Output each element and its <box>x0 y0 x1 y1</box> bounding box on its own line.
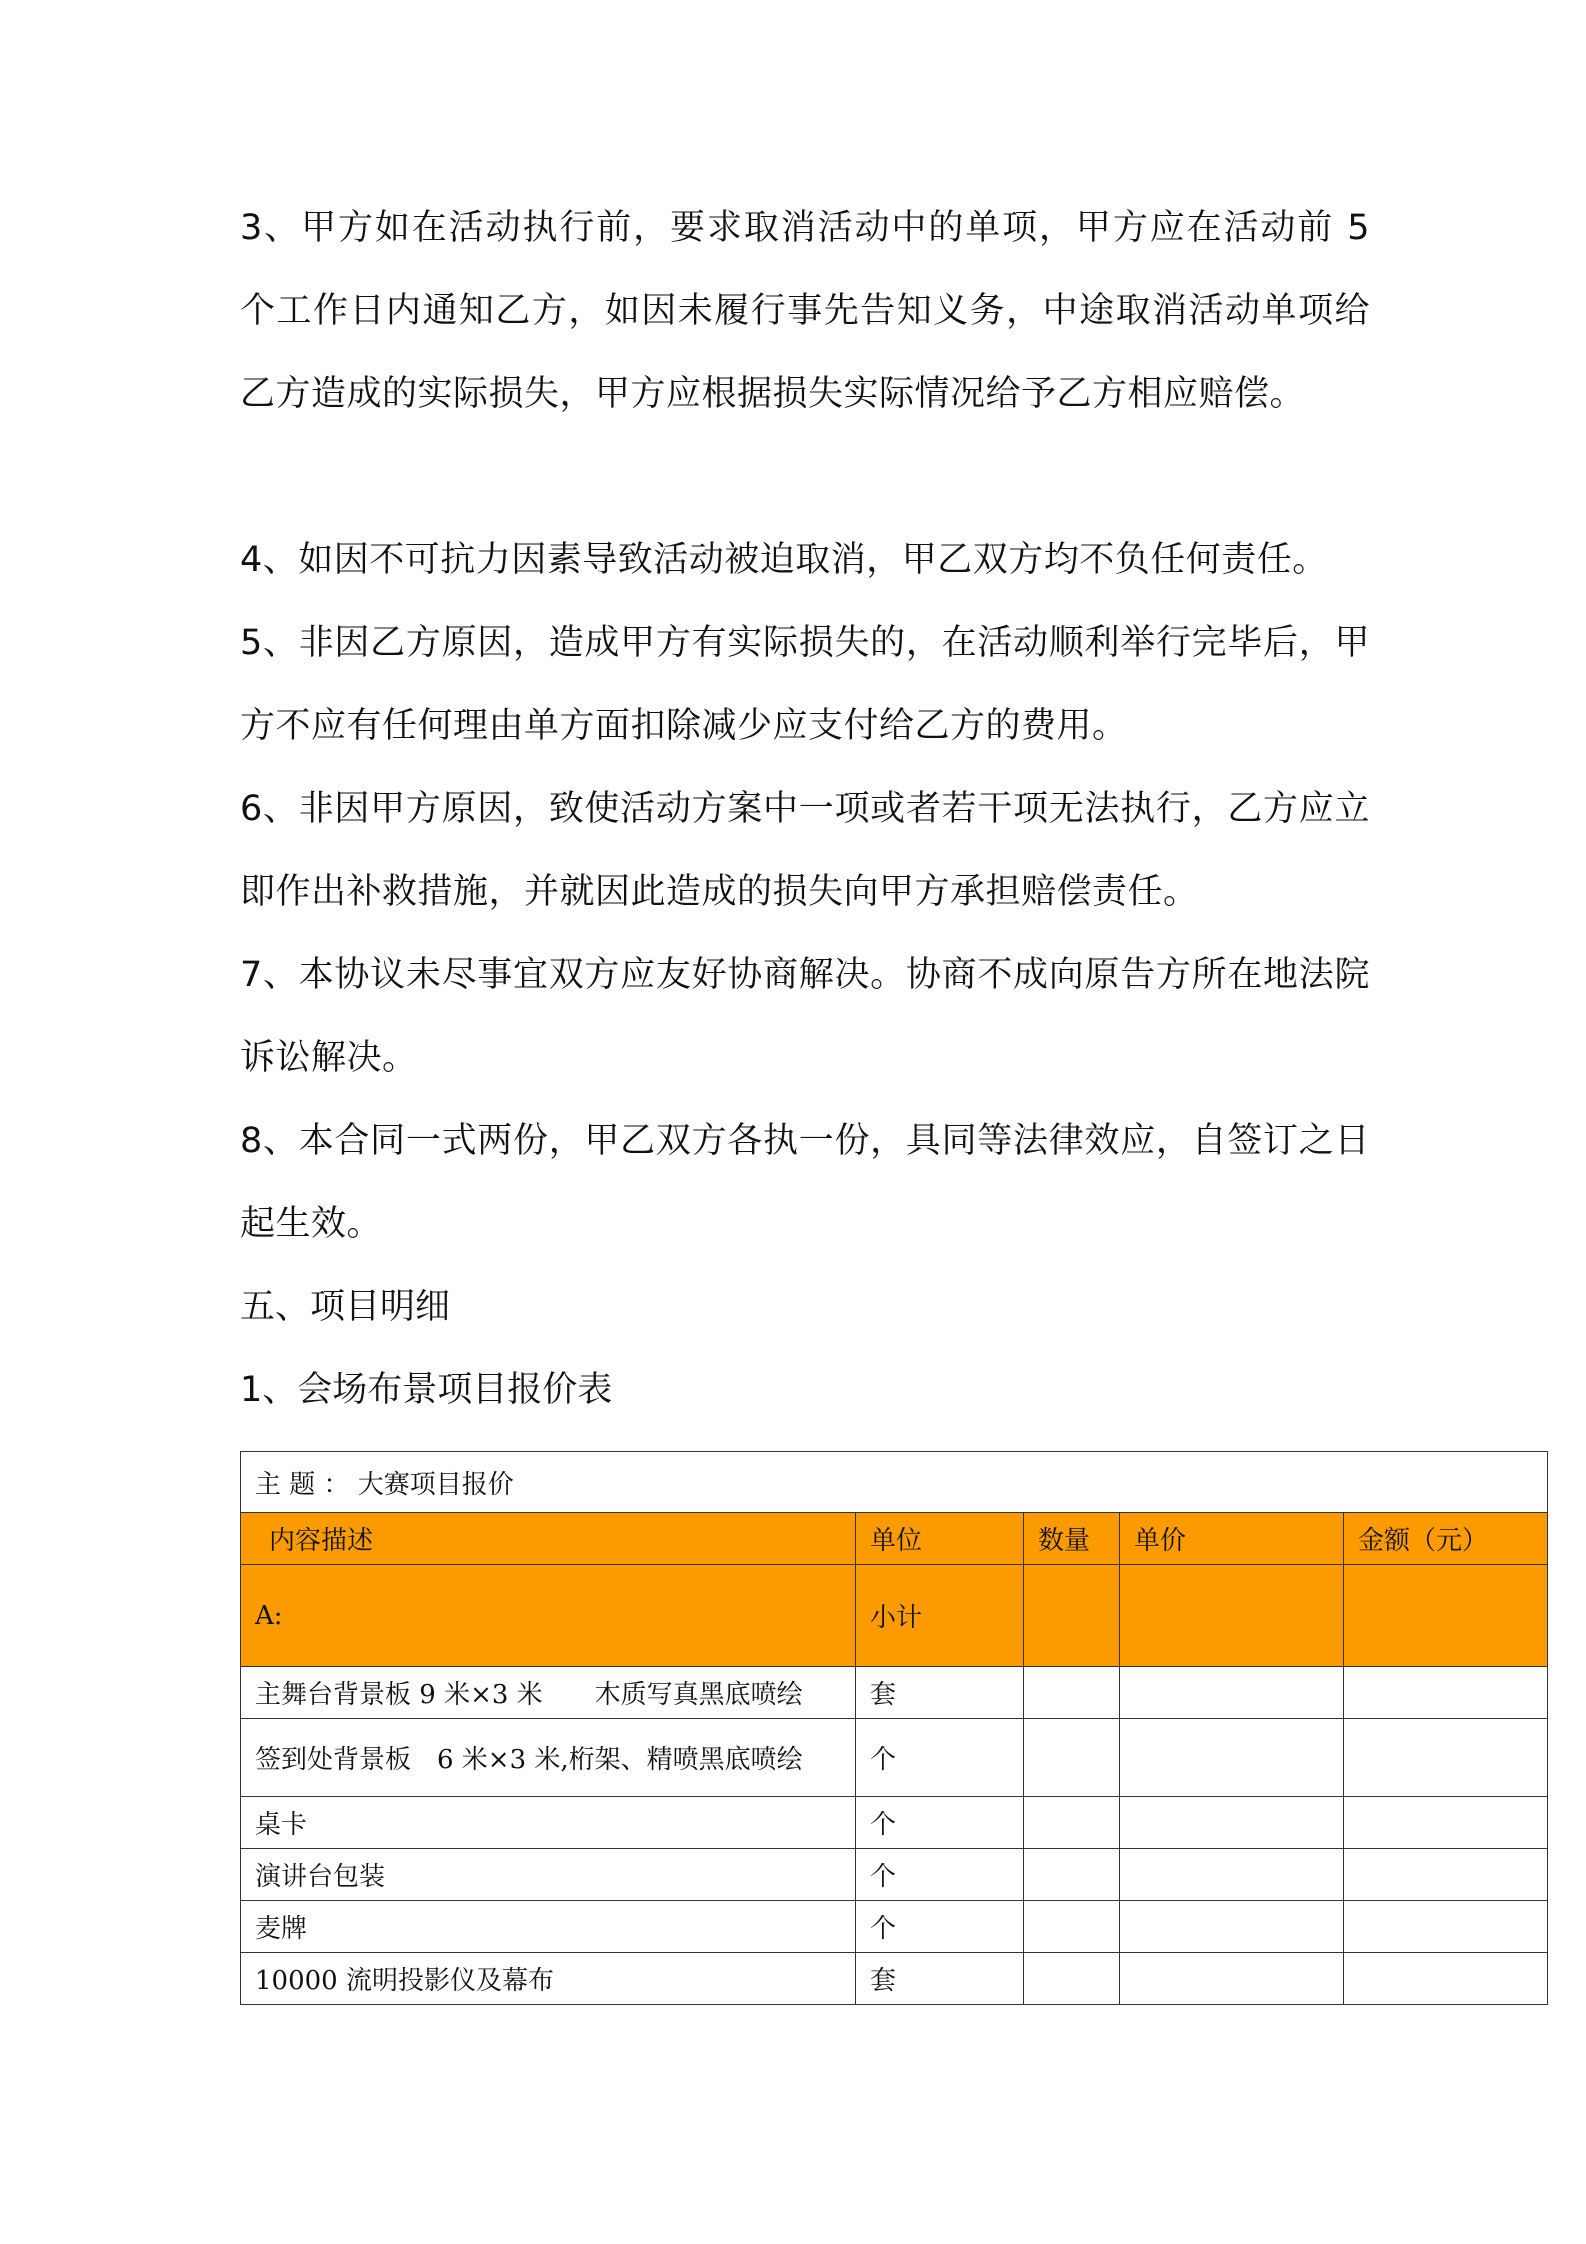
row-amount <box>1344 1667 1548 1719</box>
table-row <box>241 1953 1548 2005</box>
row-unit: 个 <box>856 1797 1024 1849</box>
clause-6: 6、非因甲方原因，致使活动方案中一项或者若干项无法执行，乙方应立即作出补救措施，并就因此造成的损失向甲方承担赔偿责任。 <box>240 789 1370 912</box>
row-unit: 个 <box>856 1901 1024 1953</box>
clause-8: 8、本合同一式两份，甲乙双方各执一份，具同等法律效应，自签订之日起生效。 <box>240 1121 1370 1244</box>
row-unit-price <box>1120 1719 1344 1797</box>
row-description: 麦牌 <box>241 1901 856 1953</box>
row-description: 主舞台背景板 9 米×3 米 木质写真黑底喷绘 <box>241 1667 856 1719</box>
row-quantity <box>1024 1849 1120 1901</box>
table-row <box>241 1719 1548 1797</box>
row-unit-price <box>1120 1849 1344 1901</box>
header-unit-price: 单价 <box>1120 1513 1344 1565</box>
row-amount <box>1344 1901 1548 1953</box>
row-amount <box>1344 1719 1548 1797</box>
subtotal-unit-price <box>1120 1565 1344 1667</box>
subtotal-unit: 小计 <box>856 1565 1024 1667</box>
header-quantity: 数量 <box>1024 1513 1120 1565</box>
clause-3: 3、甲方如在活动执行前，要求取消活动中的单项，甲方应在活动前 5 个工作日内通知乙方，如因未履行事先告知义务，中途取消活动单项给乙方造成的实际损失，甲方应根据损失实际情况给予乙方相应赔偿。 <box>240 208 1370 414</box>
row-description: 演讲台包装 <box>241 1849 856 1901</box>
subtotal-quantity <box>1024 1565 1120 1667</box>
row-amount <box>1344 1849 1548 1901</box>
clause-5: 5、非因乙方原因，造成甲方有实际损失的，在活动顺利举行完毕后，甲方不应有任何理由单方面扣除减少应支付给乙方的费用。 <box>240 623 1370 746</box>
clause-7: 7、本协议未尽事宜双方应友好协商解决。协商不成向原告方所在地法院诉讼解决。 <box>240 955 1370 1078</box>
subtotal-row <box>241 1565 1548 1667</box>
table-row <box>241 1667 1548 1719</box>
row-unit-price <box>1120 1667 1344 1719</box>
row-unit: 套 <box>856 1953 1024 2005</box>
row-amount <box>1344 1797 1548 1849</box>
row-description: 桌卡 <box>241 1797 856 1849</box>
quote-table <box>240 1451 1548 2005</box>
row-amount <box>1344 1953 1548 2005</box>
row-unit-price <box>1120 1953 1344 2005</box>
row-unit-price <box>1120 1797 1344 1849</box>
row-quantity <box>1024 1953 1120 2005</box>
table-row <box>241 1797 1548 1849</box>
row-description: 10000 流明投影仪及幕布 <box>241 1953 856 2005</box>
row-quantity <box>1024 1719 1120 1797</box>
table-title: 1、会场布景项目报价表 <box>240 1370 613 1410</box>
row-unit: 个 <box>856 1849 1024 1901</box>
header-unit: 单位 <box>856 1513 1024 1565</box>
row-quantity <box>1024 1797 1120 1849</box>
row-unit-price <box>1120 1901 1344 1953</box>
table-row <box>241 1901 1548 1953</box>
row-unit: 个 <box>856 1719 1024 1797</box>
row-quantity <box>1024 1667 1120 1719</box>
header-amount: 金额（元） <box>1344 1513 1548 1565</box>
row-description: 签到处背景板 6 米×3 米,桁架、精喷黑底喷绘 <box>241 1719 856 1797</box>
topic-cell: 主 题 ： 大赛项目报价 <box>241 1452 1548 1513</box>
table-row <box>241 1849 1548 1901</box>
header-row <box>241 1513 1548 1565</box>
subtotal-amount <box>1344 1565 1548 1667</box>
clause-4: 4、如因不可抗力因素导致活动被迫取消，甲乙双方均不负任何责任。 <box>240 540 1328 580</box>
section-title: 五、项目明细 <box>240 1287 451 1327</box>
subtotal-label: A: <box>241 1565 856 1667</box>
topic-row <box>241 1452 1548 1513</box>
header-description: 内容描述 <box>241 1513 856 1565</box>
row-unit: 套 <box>856 1667 1024 1719</box>
row-quantity <box>1024 1901 1120 1953</box>
